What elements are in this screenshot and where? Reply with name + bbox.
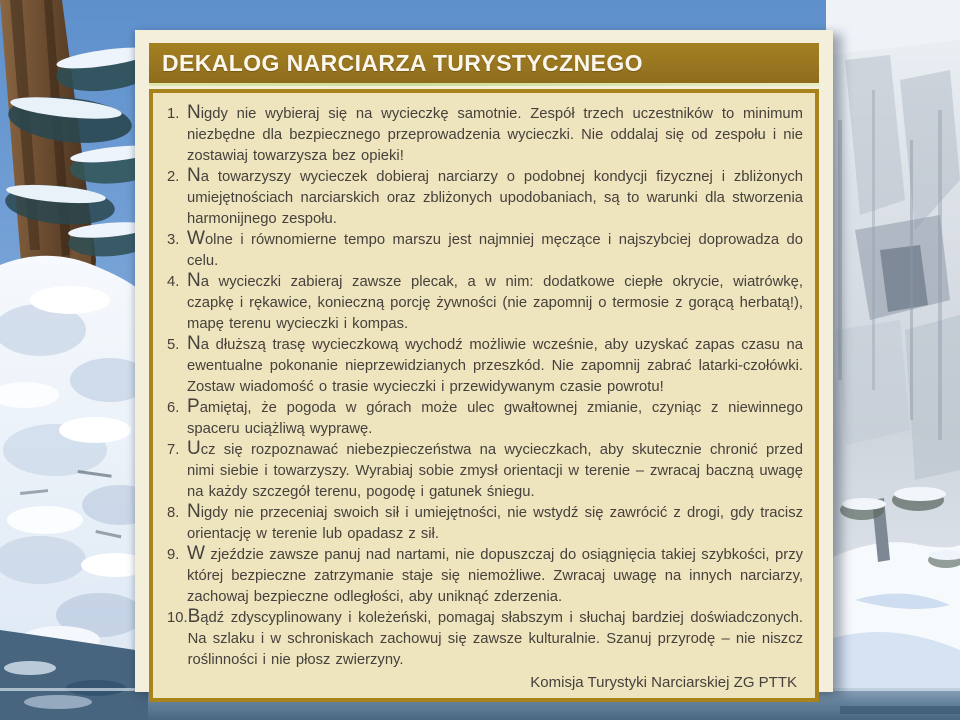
- item-text: W zjeździe zawsze panuj nad nartami, nie dopuszczaj do osiągnięcia takiej szybkości, przy której bezpieczne zatrzymanie staje się niemożliwe. Zwracaj uwagę na innych narciarzy, zachowaj bezpieczne odległości, aby uniknąć zderzenia.: [187, 543, 803, 605]
- item-number: 4.: [167, 274, 180, 290]
- cliff-right: [826, 0, 960, 720]
- item-number: 6.: [167, 400, 180, 416]
- rules-panel: [149, 89, 819, 702]
- item-number: 9.: [167, 547, 180, 563]
- attribution: Komisja Turystyki Narciarskiej ZG PTTK: [530, 674, 797, 691]
- rules-list: [160, 104, 803, 671]
- list-item: [160, 104, 803, 167]
- list-item: [160, 167, 803, 230]
- title-bar: [149, 43, 819, 83]
- list-item: [160, 503, 803, 545]
- list-item: [160, 272, 803, 335]
- list-item: [160, 335, 803, 398]
- item-number: 1.: [167, 106, 180, 122]
- item-text: Pamiętaj, że pogoda w górach może ulec gwałtownej zmianie, czyniąc z niewinnego spaceru uciążliwą wyprawę.: [187, 396, 803, 437]
- item-text: Na towarzyszy wycieczek dobieraj narciarzy o podobnej kondycji fizycznej i zbliżonych umiejętnościach narciarskich oraz zbliżonych upodobaniach, są to warunki dla stworzenia harmonijnego zespołu.: [187, 165, 803, 227]
- item-text: Nigdy nie wybieraj się na wycieczkę samotnie. Zespół trzech uczestników to minimum niezbędne dla bezpiecznego przeprowadzenia wycieczki. Nie oddalaj się od zespołu i nie zostawiaj towarzysza bez opieki!: [187, 102, 803, 164]
- title-divider: [149, 83, 819, 86]
- item-number: 3.: [167, 232, 180, 248]
- item-number: 8.: [167, 505, 180, 521]
- item-text: Nigdy nie przeceniaj swoich sił i umiejętności, nie wstydź się zawrócić z drogi, gdy tracisz orientację w terenie lub opadasz z sił.: [187, 501, 803, 542]
- item-text: Ucz się rozpoznawać niebezpieczeństwa na wycieczkach, aby skutecznie chronić przed nimi siebie i towarzyszy. Wyrabiaj sobie zmysł orientacji w terenie – zwracaj baczną uwagę na każdy szczegół terenu, pogodę i gatunek śniegu.: [187, 438, 803, 500]
- list-item: [160, 230, 803, 272]
- list-item: [160, 608, 803, 671]
- item-number: 5.: [167, 337, 180, 353]
- item-text: Bądź zdyscyplinowany i koleżeński, pomagaj słabszym i słuchaj bardziej doświadczonych. Na szlaku i w schroniskach zachowuj się zawsze kulturalnie. Szanuj przyrodę – nie niszcz roślinności i nie płosz zwierzyny.: [187, 606, 803, 668]
- item-number: 7.: [167, 442, 180, 458]
- item-text: Wolne i równomierne tempo marszu jest najmniej męczące i najszybciej doprowadza do celu.: [187, 228, 803, 269]
- list-item: [160, 545, 803, 608]
- page-title: DEKALOG NARCIARZA TURYSTYCZNEGO: [162, 49, 643, 76]
- item-text: Na wycieczki zabieraj zawsze plecak, a w nim: dodatkowe ciepłe okrycie, wiatrówkę, czapkę i rękawice, konieczną porcję żywności (nie zapomnij o termosie z gorącą herbatą!), mapę terenu wycieczki i kompas.: [187, 270, 803, 332]
- item-text: Na dłuższą trasę wycieczkową wychodź możliwie wcześnie, aby uzyskać zapas czasu na ewentualne pokonanie nieprzewidzianych przeszkód. Nie zapomnij zabrać latarki-czołówki. Zostaw wiadomość o trasie wycieczki i przewidywanym czasie powrotu!: [187, 333, 803, 395]
- leaflet-card: [135, 30, 833, 692]
- item-number: 10.: [167, 610, 188, 626]
- list-item: [160, 398, 803, 440]
- item-number: 2.: [167, 169, 180, 185]
- list-item: [160, 440, 803, 503]
